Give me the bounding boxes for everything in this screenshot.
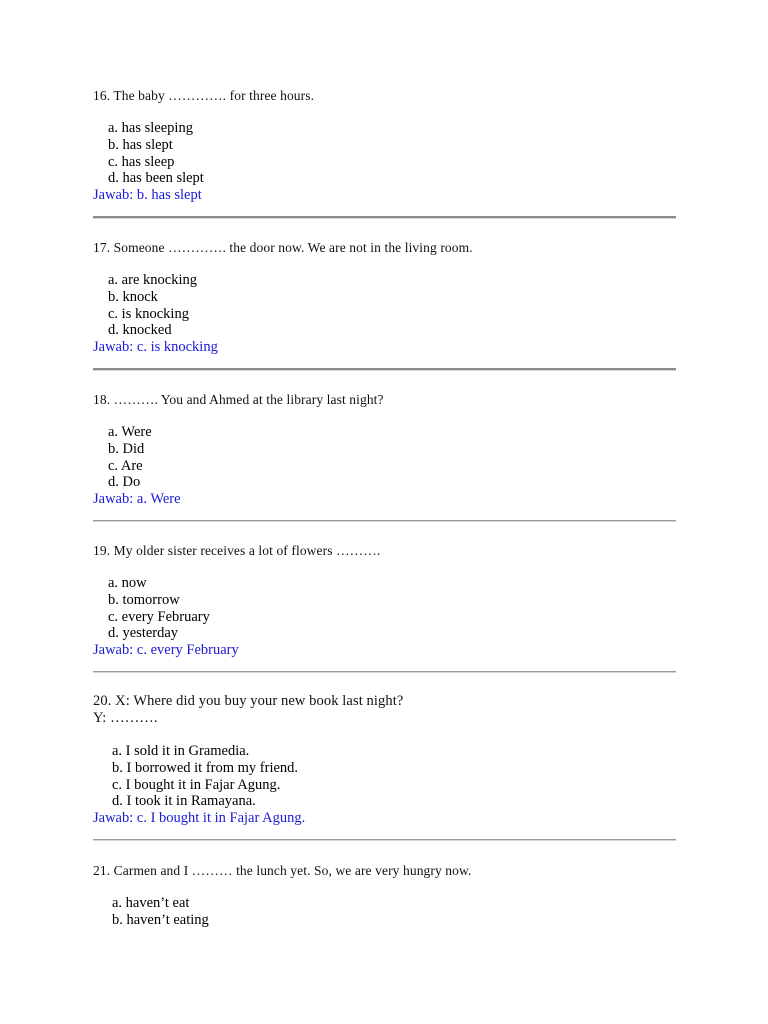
divider bbox=[93, 839, 676, 841]
option-a: a. has sleeping bbox=[108, 120, 193, 136]
option-list bbox=[93, 575, 683, 642]
option-c: c. I bought it in Fajar Agung. bbox=[112, 776, 281, 793]
answer-key: Jawab: c. I bought it in Fajar Agung. bbox=[93, 810, 306, 827]
option-c: c. every February bbox=[108, 608, 210, 625]
option-a: a. I sold it in Gramedia. bbox=[112, 743, 250, 759]
divider bbox=[93, 216, 676, 219]
option-c: c. Are bbox=[108, 457, 143, 474]
option-b: b. haven’t eating bbox=[112, 911, 209, 928]
option-list bbox=[93, 120, 683, 187]
option-b: b. Did bbox=[108, 440, 145, 457]
question-16 bbox=[93, 87, 683, 204]
option-a: a. now bbox=[108, 575, 147, 591]
question-20 bbox=[93, 693, 683, 827]
option-list bbox=[93, 895, 683, 929]
option-b: b. knock bbox=[108, 288, 158, 305]
option-a: a. haven’t eat bbox=[112, 895, 190, 911]
option-d: d. I took it in Ramayana. bbox=[112, 793, 256, 810]
question-18 bbox=[93, 391, 683, 508]
option-b: b. tomorrow bbox=[108, 591, 180, 608]
answer-key: Jawab: c. every February bbox=[93, 642, 239, 659]
answer-key: Jawab: b. has slept bbox=[93, 187, 202, 204]
option-d: d. has been slept bbox=[108, 170, 204, 187]
option-b: b. I borrowed it from my friend. bbox=[112, 759, 299, 776]
answer-key: Jawab: a. Were bbox=[93, 491, 181, 508]
option-d: d. Do bbox=[108, 474, 141, 491]
question-text: 20. X: Where did you buy your new book last night? bbox=[93, 693, 404, 709]
question-response-line: Y: ………. bbox=[93, 710, 158, 726]
question-text: 16. The baby …………. for three hours. bbox=[93, 88, 315, 103]
option-d: d. knocked bbox=[108, 322, 172, 339]
question-17 bbox=[93, 239, 683, 356]
option-list bbox=[93, 743, 683, 810]
option-list bbox=[93, 424, 683, 491]
option-c: c. is knocking bbox=[108, 305, 189, 322]
option-a: a. Were bbox=[108, 424, 152, 440]
question-text: 21. Carmen and I ……… the lunch yet. So, we are very hungry now. bbox=[93, 863, 472, 878]
answer-key: Jawab: c. is knocking bbox=[93, 339, 218, 356]
question-text: 18. ………. You and Ahmed at the library last night? bbox=[93, 392, 384, 407]
option-c: c. has sleep bbox=[108, 153, 175, 170]
question-19 bbox=[93, 542, 683, 659]
question-text: 17. Someone …………. the door now. We are not in the living room. bbox=[93, 240, 473, 255]
option-list bbox=[93, 272, 683, 339]
option-a: a. are knocking bbox=[108, 272, 197, 288]
divider bbox=[93, 368, 676, 371]
option-b: b. has slept bbox=[108, 136, 173, 153]
divider bbox=[93, 520, 676, 522]
option-d: d. yesterday bbox=[108, 625, 179, 642]
question-21 bbox=[93, 862, 683, 929]
question-text: 19. My older sister receives a lot of flowers ………. bbox=[93, 543, 381, 558]
divider bbox=[93, 671, 676, 673]
